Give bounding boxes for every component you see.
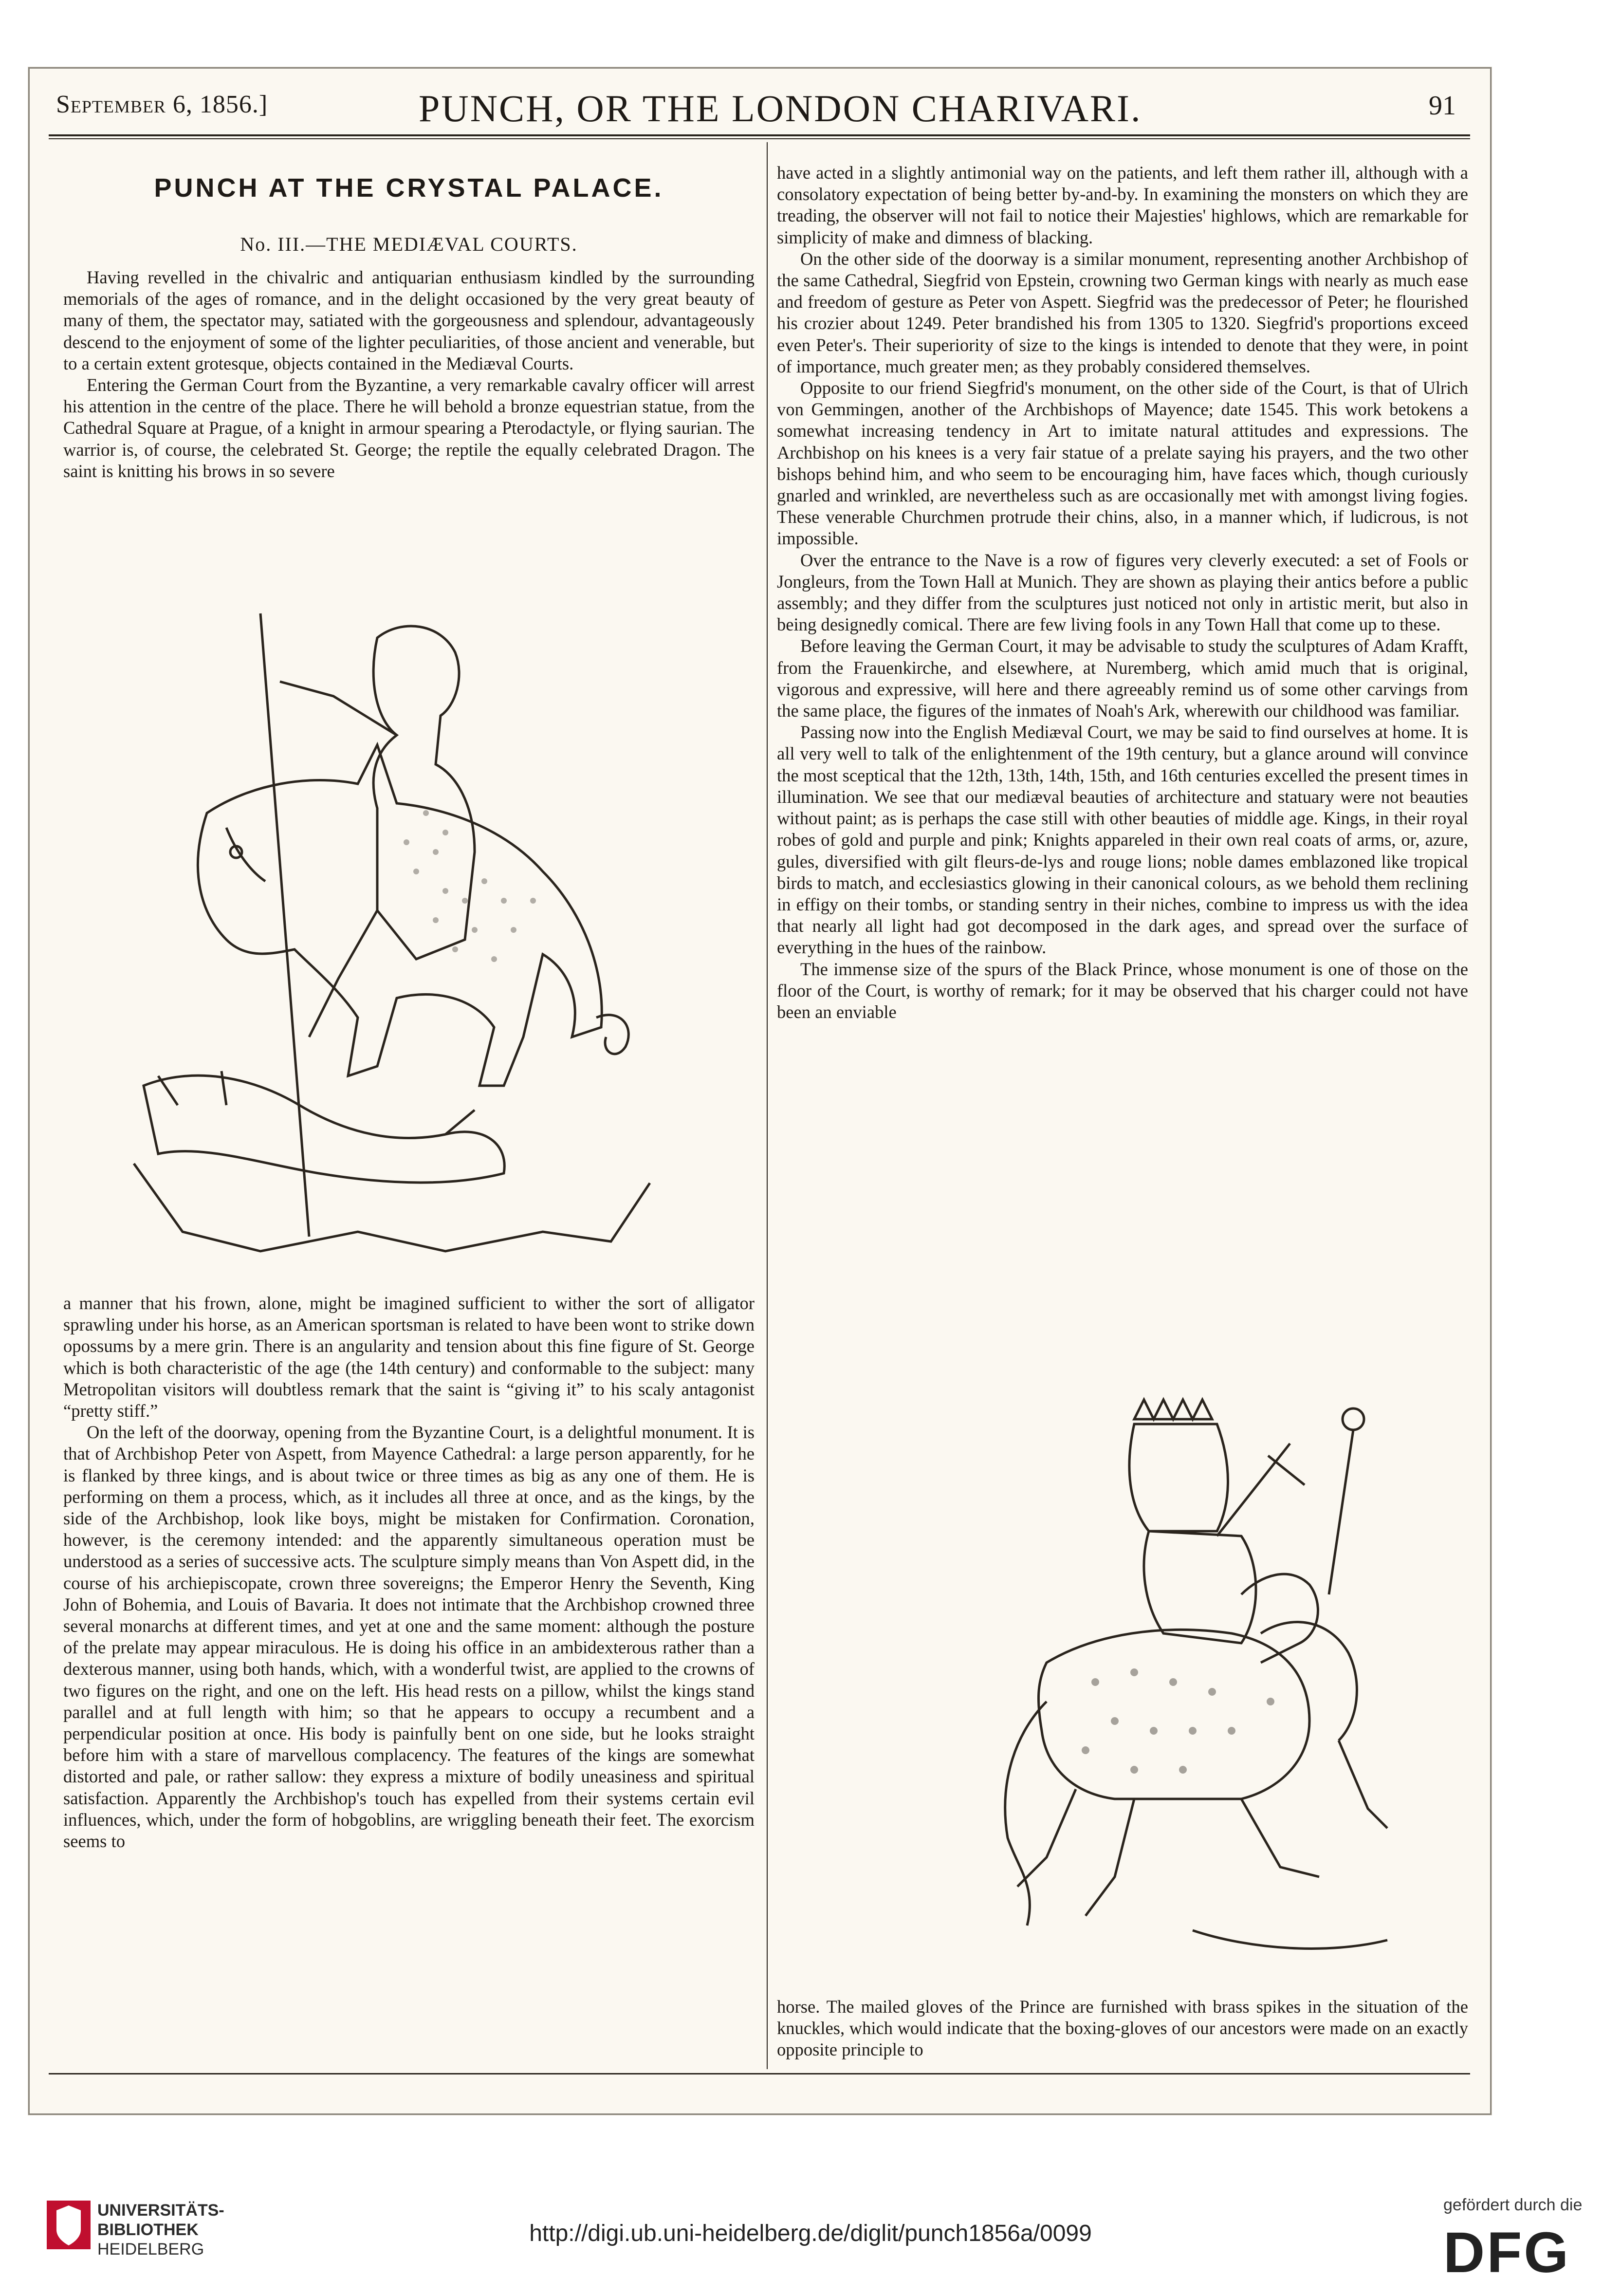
paragraph: Having revelled in the chivalric and antiquarian enthusiasm kindled by the surrounding memorials of the ages of romance, and in the delight occasioned by the very great beauty of many of them, the spectator may, satiated with the gorgeousness and splendour, advantageously descend to the enjoyment of some of the lighter peculiarities, of those ancient and venerable, but to a certain extent grotesque, objects contained in the Mediæval Courts. [63,267,755,373]
paragraph: have acted in a slightly antimonial way on the patients, and left them rather ill, although with a consolatory expectation of being better by-and-by. In examining the monsters on which they are treading, the observer will not fail to notice their Majesties' highlows, which are remarkable for simplicity of make and dimness of blacking. [777,163,1468,247]
paragraph: Over the entrance to the Nave is a row of figures very cleverly executed: a set of Fools or Jongleurs, from the Town Hall at Munich. They are shown as playing their antics before a public assembly; and they differ from the sculptures just noticed not only in artistic merit, but also in being designedly comical. There are few living fools in any Town Hall that come up to these. [777,550,1468,635]
paragraph: Entering the German Court from the Byzantine, a very remarkable cavalry officer will arrest his attention in the centre of the place. There he will behold a bronze equestrian statue, from the Cathedral Square at Prague, of a knight in armour spearing a Pterodactyle, or flying saurian. The warrior is, of course, the celebrated St. George; the reptile the equally celebrated Dragon. The saint is knitting his brows in so severe [63,375,755,481]
dfg-logo: DFG [1443,2221,1571,2285]
left-column-top-text [63,267,755,598]
header-title: PUNCH, OR THE LONDON CHARIVARI. [419,87,1142,130]
footer-rule [49,2073,1470,2074]
right-column-bottom-text [777,1996,1468,2064]
st-george-illustration [105,599,747,1261]
right-column-top-text [777,162,1468,1360]
funding-label: gefördert durch die [1443,2196,1583,2214]
paragraph: Opposite to our friend Siegfrid's monument, on the other side of the Court, is that of Ulrich von Gemmingen, another of the Archbishops of Mayence; date 1545. This work betokens a somewhat increasing tendency in Art to imitate natural attitudes and expressions. The Archbishop on his knees is a very fair statue of a prelate saying his prayers, and the two other bishops behind him, and who seem to be encouraging him, have faces which, though curiously gnarled and wrinkled, are nevertheless such as are occasionally met with amongst living fogies. These venerable Churchmen protrude their chins, also, in a manner which, if ludicrous, is not impossible. [777,378,1468,549]
header-date: September 6, 1856.] [56,91,268,118]
column-divider [767,142,768,2069]
paragraph: horse. The mailed gloves of the Prince are furnished with brass spikes in the situation of the knuckles, which would indicate that the boxing-gloves of our ancestors were made on an exactly opposite principle to [777,1997,1468,2060]
paragraph: On the left of the doorway, opening from the Byzantine Court, is a delightful monument. It is that of Archbishop Peter von Aspett, from Mayence Cathedral: a large person apparently, for he is flanked by three kings, and is about twice or three times as big as any one of them. He is performing on them a process, which, as it includes all three at once, and as the kings, by the side of the Archbishop, look like boys, might be mistaken for Confirmation. Coronation, however, is the ceremony intended: and the apparently simultaneous operation must be understood as a series of successive acts. The sculpture simply means than Von Aspett did, in the course of his archiepiscopate, crown three sovereigns; the Emperor Henry the Seventh, King John of Bohemia, and Louis of Bavaria. It does not intimate that the Archbishop crowned three several monarchs at different times, and yet at one and the same moment: although the posture of the prelate may appear miraculous. He is doing his office in an ambidexterous rather than a dexterous manner, using both hands, which, with a wonderful twist, are applied to the crowns of two figures on the right, and one on the left. His head rests on a pillow, whilst the kings stand parallel and at full length with him; so that he appears to occupy a recumbent and a perpendicular position at once. His body is painfully bent on one side, but he looks straight before him with a stare of marvellous complacency. The features of the kings are somewhat distorted and pale, or rather sallow: they express a mixture of bodily uneasiness and spiritual satisfaction. Apparently the Archbishop's touch has expelled from their systems certain evil influences, which, under the form of hobgoblins, are wriggling beneath their feet. The exorcism seems to [63,1422,755,1852]
paragraph: On the other side of the doorway is a similar monument, representing another Archbishop of the same Cathedral, Siegfrid von Epstein, crowning two German kings with nearly as much ease and freedom of gesture as Peter von Aspett. Siegfrid was the predecessor of Peter; he flourished his crozier about 1249. Peter brandished his from 1305 to 1320. Siegfrid's proportions exceed even Peter's. Their superiority of size to the kings is intended to denote that they were, in point of importance, much greater men; as they probably considered themselves. [777,248,1468,376]
paragraph: Passing now into the English Mediæval Court, we may be said to find ourselves at home. It is all very well to talk of the enlightenment of the 19th century, but a glance around will convince the most sceptical that the 12th, 13th, 14th, 15th, and 16th centuries excelled the present times in illumination. We see that our mediæval beauties of architecture and statuary were not beauties without paint; as is perhaps the case still with other beauties of middle age. Kings, in their royal robes of gold and purple and pink; Knights appareled in their own real coats of arms, or, azure, gules, diversified with gilt fleurs-de-lys and rouge lions; noble dames emblazoned like tropical birds to match, and ecclesiastics glowing in their canonical colours, as we behold them reclining in effigy on their tombs, or standing sentry in their niches, combine to impress us with the idea that nearly all light had got decomposed in the dark ages, and spread over the surface of everything in the hues of the rainbow. [777,722,1468,958]
paragraph: a manner that his frown, alone, might be imagined sufficient to wither the sort of alligator sprawling under his horse, as an American sportsman is related to have been wont to strike down opossums by a mere grin. There is an angularity and tension about this fine figure of St. George which is both characteristic of the age (the 14th century) and conformable to the subject: many Metropolitan visitors will doubtless remark that the saint is “giving it” to his scaly antagonist “pretty stiff.” [63,1293,755,1421]
paragraph: The immense size of the spurs of the Black Prince, whose monument is one of those on the floor of the Court, is worthy of remark; for it may be observed that his charger could not have been an enviable [777,959,1468,1022]
header-rule-thick [49,134,1470,136]
source-url-link[interactable]: http://digi.ub.uni-heidelberg.de/diglit/punch1856a/0099 [529,2221,1092,2246]
header-page-number: 91 [1429,91,1456,121]
left-column-bottom-text [63,1293,755,2025]
paragraph: Before leaving the German Court, it may be advisable to study the sculptures of Adam Krafft, from the Frauenkirche, and elsewhere, at Nuremberg, which amid much that is original, vigorous and expressive, will here and there agreeably remind us of some other carvings from the same place, the figures of the inmates of Noah's Ark, wherewith our childhood was familiar. [777,636,1468,721]
black-prince-illustration [988,1390,1436,1981]
library-name: UNIVERSITÄTS- BIBLIOTHEK HEIDELBERG [97,2201,224,2259]
article-title: PUNCH AT THE CRYSTAL PALACE. [154,173,664,203]
header-rule-thin [49,138,1470,139]
article-subtitle: No. III.—THE MEDIÆVAL COURTS. [240,233,578,255]
